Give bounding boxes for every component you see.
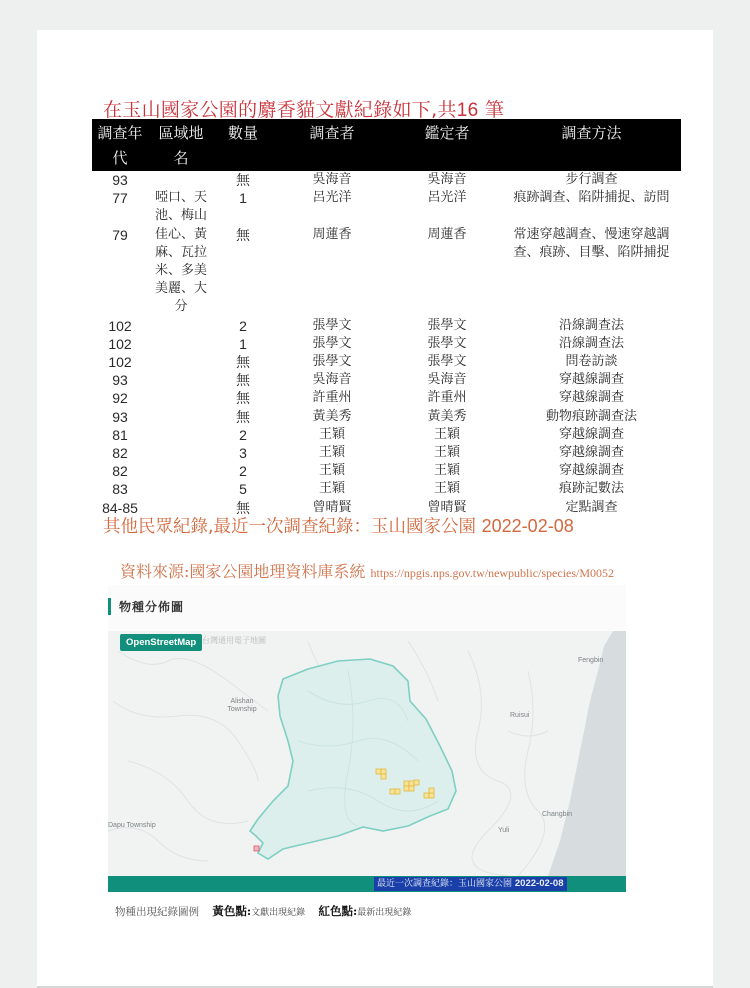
cell-investigator: 張學文 (312, 354, 352, 370)
cell-method: 常速穿越調查、慢速穿越調查、痕跡、目擊、陷阱捕捉 (513, 226, 670, 260)
cell-identifier: 曾晴賢 (427, 499, 467, 515)
cell-method: 穿越線調查 (558, 372, 624, 388)
header-quantity: 數量 (227, 124, 258, 142)
cell-area (148, 426, 214, 444)
table-row (92, 389, 681, 407)
table-row (92, 480, 681, 498)
cell-year: 92 (112, 390, 128, 407)
map-graphic (108, 631, 626, 876)
cell-investigator: 許重州 (312, 390, 352, 406)
cell-method: 步行調查 (565, 172, 618, 187)
cell-area (148, 480, 214, 498)
cell-investigator: 曾晴賢 (312, 499, 352, 515)
cell-area (148, 389, 214, 407)
cell-investigator: 張學文 (312, 335, 352, 351)
title-text: 在玉山國家公園的麝香貓文獻紀錄如下,共 (103, 99, 457, 121)
species-map-card (108, 585, 626, 893)
table-row (92, 335, 681, 353)
place-label-yuli: Yuli (498, 827, 510, 834)
other-records-note (103, 513, 574, 538)
cell-area (148, 353, 214, 371)
cell-year: 83 (112, 481, 128, 498)
cell-identifier: 王穎 (433, 481, 460, 497)
table-header-row (92, 119, 681, 171)
cell-method: 問卷訪談 (565, 354, 618, 370)
place-label-dapu: Dapu Township (108, 822, 156, 829)
cell-year: 84-85 (102, 499, 138, 516)
cell-investigator: 王穎 (318, 426, 345, 442)
cell-method: 痕跡記數法 (558, 481, 624, 497)
cell-method: 沿線調查法 (558, 317, 624, 333)
cell-identifier: 王穎 (433, 426, 460, 442)
cell-identifier: 張學文 (427, 354, 467, 370)
cell-year: 77 (112, 190, 128, 207)
cell-investigator: 呂光洋 (312, 190, 352, 206)
cell-investigator: 吳海音 (312, 372, 352, 388)
source-url-link[interactable]: https://npgis.nps.gov.tw/newpublic/species/M0052 (370, 566, 615, 580)
table-row (92, 371, 681, 389)
cell-identifier: 張學文 (427, 317, 467, 333)
survey-records-table (92, 119, 681, 517)
cell-year: 93 (112, 172, 128, 188)
cell-identifier: 許重州 (427, 390, 467, 406)
cell-area (148, 462, 214, 480)
cell-year: 82 (112, 463, 128, 480)
cell-quantity: 無 (236, 408, 250, 425)
table-row (92, 317, 681, 335)
cell-year: 82 (112, 445, 128, 462)
cell-investigator: 王穎 (318, 445, 345, 461)
legend-yellow-desc: 文獻出現紀錄 (251, 908, 306, 918)
cell-identifier: 黃美秀 (427, 408, 467, 424)
cell-quantity: 2 (239, 317, 247, 334)
cell-year: 93 (112, 408, 128, 425)
cell-year: 102 (108, 317, 132, 334)
cell-quantity: 2 (239, 426, 247, 443)
map-footer-label: 最近一次調查紀錄：玉山國家公園 2022-02-08 (374, 877, 567, 891)
taiwan-emap-layer-button[interactable]: 台灣通用電子地圖 (202, 636, 266, 645)
table-row (92, 462, 681, 480)
latest-record-date: 2022-02-08 (481, 516, 574, 536)
cell-quantity: 5 (239, 481, 247, 498)
legend-red-label: 紅色點 (318, 904, 353, 918)
place-label-changbin: Changbin (542, 811, 572, 818)
map-heading (108, 597, 184, 615)
cell-area (148, 335, 214, 353)
cell-year: 102 (108, 354, 132, 371)
cell-method: 痕跡調查、陷阱捕捉、訪問 (513, 190, 670, 206)
distribution-map[interactable] (108, 631, 626, 876)
cell-method: 穿越線調查 (558, 463, 624, 479)
cell-investigator: 周蓮香 (312, 226, 352, 242)
table-row (92, 226, 681, 317)
title-suffix: 筆 (484, 99, 505, 121)
cell-method: 定點調查 (565, 499, 618, 515)
cell-method: 動物痕跡調查法 (545, 408, 637, 424)
cell-investigator: 張學文 (312, 317, 352, 333)
cell-identifier: 張學文 (427, 335, 467, 351)
cell-identifier: 王穎 (433, 463, 460, 479)
header-investigator: 調查者 (309, 124, 355, 142)
cell-quantity: 1 (239, 190, 247, 207)
cell-method: 穿越線調查 (558, 445, 624, 461)
place-label-ruisui: Ruisui (510, 712, 530, 719)
table-row (92, 444, 681, 462)
cell-quantity: 2 (239, 463, 247, 480)
cell-identifier: 吳海音 (427, 172, 467, 187)
cell-area (148, 371, 214, 389)
place-label-fengbin: Fengbin (578, 657, 604, 664)
cell-year: 102 (108, 335, 132, 352)
openstreetmap-layer-button[interactable]: OpenStreetMap (120, 634, 202, 651)
cell-area (148, 171, 214, 189)
map-heading-label: 物種分佈圖 (119, 599, 185, 614)
cell-method: 穿越線調查 (558, 426, 624, 442)
cell-quantity: 無 (236, 354, 250, 371)
cell-year: 93 (112, 372, 128, 389)
table-row (92, 353, 681, 371)
cell-quantity: 無 (236, 172, 250, 188)
cell-quantity: 無 (236, 499, 250, 516)
map-legend: 物種出現紀錄圖例 黃色點:文獻出現紀錄 紅色點:最新出現紀錄 (115, 904, 412, 918)
cell-identifier: 呂光洋 (427, 190, 467, 206)
header-area: 區域地 名 (158, 124, 204, 167)
cell-identifier: 王穎 (433, 445, 460, 461)
cell-identifier: 吳海音 (427, 372, 467, 388)
cell-quantity: 無 (236, 372, 250, 389)
cell-area (148, 317, 214, 335)
cell-identifier: 周蓮香 (427, 226, 467, 242)
source-label: 資料來源:國家公園地理資料庫系統 (120, 562, 366, 581)
data-source (120, 559, 614, 582)
heading-accent-bar (108, 598, 111, 615)
header-identifier: 鑑定者 (424, 124, 470, 142)
cell-area (148, 408, 214, 426)
other-records-text: 其他民眾紀錄,最近一次調查紀錄：玉山國家公園 (103, 517, 477, 537)
table-row (92, 171, 681, 189)
cell-quantity: 無 (236, 390, 250, 407)
table-row (92, 189, 681, 225)
cell-area: 佳心、黃麻、瓦拉米、多美美麗、大分 (154, 226, 207, 315)
cell-method: 沿線調查法 (558, 335, 624, 351)
cell-investigator: 王穎 (318, 481, 345, 497)
map-footer-bar (108, 876, 626, 892)
cell-year: 79 (112, 226, 128, 243)
cell-quantity: 3 (239, 445, 247, 462)
table-row (92, 426, 681, 444)
table-row (92, 408, 681, 426)
place-label-alishan: Alishan Township (227, 698, 257, 713)
cell-method: 穿越線調查 (558, 390, 624, 406)
cell-investigator: 王穎 (318, 463, 345, 479)
legend-yellow-label: 黃色點 (212, 904, 247, 918)
cell-year: 81 (112, 426, 128, 443)
header-method: 調查方法 (561, 124, 622, 142)
cell-investigator: 吳海音 (312, 172, 352, 187)
cell-quantity: 1 (239, 335, 247, 352)
page-title (103, 95, 504, 122)
legend-label: 物種出現紀錄圖例 (115, 906, 199, 918)
cell-investigator: 黃美秀 (312, 408, 352, 424)
legend-red-desc: 最新出現紀錄 (357, 908, 412, 918)
cell-area (148, 444, 214, 462)
cell-area: 啞口、天池、梅山 (154, 190, 207, 224)
record-count: 16 (456, 100, 479, 121)
cell-quantity: 無 (236, 226, 250, 243)
header-year: 調查年 代 (97, 124, 143, 167)
